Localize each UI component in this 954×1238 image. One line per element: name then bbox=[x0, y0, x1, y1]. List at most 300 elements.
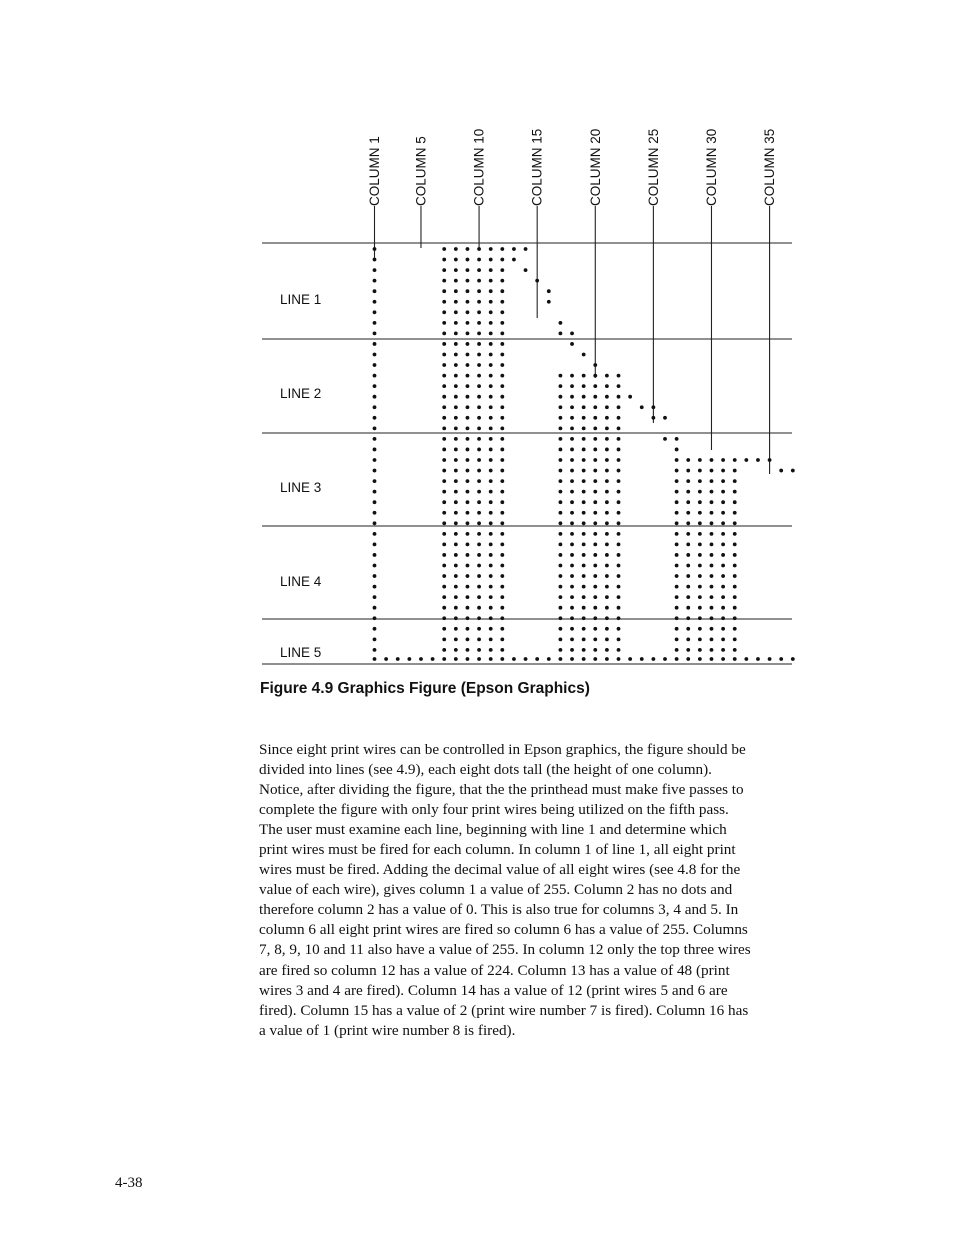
print-dot bbox=[698, 511, 702, 515]
print-dot bbox=[454, 310, 458, 314]
print-dot bbox=[489, 300, 493, 304]
print-dot bbox=[559, 564, 563, 568]
print-dot bbox=[582, 543, 586, 547]
print-dot bbox=[442, 332, 446, 336]
print-dot bbox=[710, 500, 714, 504]
print-dot bbox=[500, 342, 504, 346]
print-dot bbox=[489, 564, 493, 568]
print-dot bbox=[466, 289, 470, 293]
print-dot bbox=[477, 606, 481, 610]
print-dot bbox=[698, 469, 702, 473]
print-dot bbox=[559, 416, 563, 420]
print-dot bbox=[442, 532, 446, 536]
print-dot bbox=[686, 458, 690, 462]
print-dot bbox=[605, 416, 609, 420]
print-dot bbox=[710, 585, 714, 589]
print-dot bbox=[605, 405, 609, 409]
print-dot bbox=[559, 479, 563, 483]
print-dot bbox=[373, 657, 377, 661]
print-dot bbox=[466, 564, 470, 568]
print-dot bbox=[593, 564, 597, 568]
page-number: 4-38 bbox=[115, 1175, 143, 1191]
print-dot bbox=[570, 606, 574, 610]
print-dot bbox=[698, 648, 702, 652]
print-dot bbox=[733, 616, 737, 620]
print-dot bbox=[442, 258, 446, 262]
print-dot bbox=[500, 310, 504, 314]
print-dot bbox=[570, 511, 574, 515]
print-dot bbox=[675, 648, 679, 652]
print-dot bbox=[582, 437, 586, 441]
print-dot bbox=[733, 606, 737, 610]
print-dot bbox=[477, 479, 481, 483]
print-dot bbox=[373, 321, 377, 325]
body-line: column 6 all eight print wires are fired so column 6 has a value of 255. Columns bbox=[259, 921, 748, 939]
print-dot bbox=[477, 384, 481, 388]
print-dot bbox=[535, 657, 539, 661]
print-dot bbox=[733, 521, 737, 525]
print-dot bbox=[593, 416, 597, 420]
print-dot bbox=[756, 657, 760, 661]
print-dot bbox=[547, 289, 551, 293]
print-dot bbox=[617, 479, 621, 483]
column-label: COLUMN 5 bbox=[413, 136, 429, 206]
print-dot bbox=[500, 332, 504, 336]
print-dot bbox=[710, 564, 714, 568]
print-dot bbox=[721, 606, 725, 610]
print-dot bbox=[675, 469, 679, 473]
print-dot bbox=[605, 395, 609, 399]
print-dot bbox=[466, 247, 470, 251]
print-dot bbox=[559, 384, 563, 388]
print-dot bbox=[454, 458, 458, 462]
print-dot bbox=[373, 606, 377, 610]
print-dot bbox=[582, 606, 586, 610]
print-dot bbox=[617, 553, 621, 557]
print-dot bbox=[373, 342, 377, 346]
print-dot bbox=[466, 268, 470, 272]
print-dot bbox=[373, 648, 377, 652]
print-dot bbox=[477, 448, 481, 452]
print-dot bbox=[489, 553, 493, 557]
print-dot bbox=[489, 606, 493, 610]
print-dot bbox=[559, 521, 563, 525]
print-dot bbox=[559, 321, 563, 325]
print-dot bbox=[442, 595, 446, 599]
print-dot bbox=[686, 627, 690, 631]
print-dot bbox=[559, 332, 563, 336]
print-dot bbox=[710, 627, 714, 631]
print-dot bbox=[454, 500, 458, 504]
print-dot bbox=[373, 627, 377, 631]
print-dot bbox=[791, 469, 795, 473]
print-dot bbox=[373, 479, 377, 483]
print-dot bbox=[489, 374, 493, 378]
print-dot bbox=[373, 384, 377, 388]
body-line: Notice, after dividing the figure, that the the printhead must make five passes to bbox=[259, 781, 744, 799]
print-dot bbox=[663, 657, 667, 661]
print-dot bbox=[675, 595, 679, 599]
print-dot bbox=[559, 627, 563, 631]
print-dot bbox=[675, 553, 679, 557]
print-dot bbox=[454, 258, 458, 262]
print-dot bbox=[593, 657, 597, 661]
print-dot bbox=[454, 405, 458, 409]
print-dot bbox=[582, 374, 586, 378]
print-dot bbox=[617, 416, 621, 420]
print-dot bbox=[477, 332, 481, 336]
print-dot bbox=[442, 574, 446, 578]
print-dot bbox=[466, 342, 470, 346]
print-dot bbox=[477, 585, 481, 589]
print-dot bbox=[489, 458, 493, 462]
print-dot bbox=[698, 500, 702, 504]
print-dot bbox=[477, 353, 481, 357]
print-dot bbox=[454, 268, 458, 272]
print-dot bbox=[593, 627, 597, 631]
print-dot bbox=[721, 532, 725, 536]
print-dot bbox=[477, 564, 481, 568]
print-dot bbox=[373, 500, 377, 504]
print-dot bbox=[477, 521, 481, 525]
print-dot bbox=[477, 553, 481, 557]
print-dot bbox=[442, 374, 446, 378]
print-dot bbox=[442, 627, 446, 631]
print-dot bbox=[686, 574, 690, 578]
print-dot bbox=[593, 490, 597, 494]
print-dot bbox=[593, 511, 597, 515]
print-dot bbox=[454, 332, 458, 336]
print-dot bbox=[721, 627, 725, 631]
print-dot bbox=[454, 247, 458, 251]
print-dot bbox=[582, 553, 586, 557]
print-dot bbox=[489, 479, 493, 483]
print-dot bbox=[593, 500, 597, 504]
print-dot bbox=[686, 553, 690, 557]
print-dot bbox=[733, 543, 737, 547]
print-dot bbox=[442, 585, 446, 589]
print-dot bbox=[489, 426, 493, 430]
print-dot bbox=[500, 458, 504, 462]
print-dot bbox=[477, 595, 481, 599]
print-dot bbox=[686, 657, 690, 661]
print-dot bbox=[559, 616, 563, 620]
line-separators bbox=[262, 243, 792, 664]
print-dot bbox=[733, 479, 737, 483]
print-dot bbox=[559, 532, 563, 536]
print-dot bbox=[617, 405, 621, 409]
print-dot bbox=[373, 374, 377, 378]
print-dot bbox=[500, 500, 504, 504]
print-dot bbox=[454, 321, 458, 325]
print-dot bbox=[721, 648, 725, 652]
print-dot bbox=[466, 384, 470, 388]
print-dot bbox=[593, 521, 597, 525]
print-dot bbox=[500, 585, 504, 589]
body-line: wires 3 and 4 are fired). Column 14 has a value of 12 (print wires 5 and 6 are bbox=[259, 981, 728, 999]
print-dot bbox=[582, 469, 586, 473]
body-line: value of each wire), gives column 1 a value of 255. Column 2 has no dots and bbox=[259, 881, 733, 899]
print-dot bbox=[489, 321, 493, 325]
print-dot bbox=[500, 258, 504, 262]
print-dot bbox=[477, 279, 481, 283]
print-dot bbox=[733, 595, 737, 599]
print-dot bbox=[442, 426, 446, 430]
print-dot bbox=[605, 448, 609, 452]
print-dot bbox=[733, 553, 737, 557]
print-dot bbox=[500, 300, 504, 304]
print-dot bbox=[442, 363, 446, 367]
print-dot bbox=[582, 448, 586, 452]
print-dot bbox=[698, 606, 702, 610]
print-dot bbox=[500, 532, 504, 536]
print-dot bbox=[582, 500, 586, 504]
print-dot bbox=[396, 657, 400, 661]
print-dot bbox=[686, 564, 690, 568]
print-dot bbox=[593, 553, 597, 557]
figure-caption: Figure 4.9 Graphics Figure (Epson Graphics) bbox=[260, 680, 590, 697]
print-dot bbox=[698, 543, 702, 547]
print-dot bbox=[477, 258, 481, 262]
print-dot bbox=[500, 479, 504, 483]
print-dot bbox=[593, 585, 597, 589]
print-dot bbox=[605, 490, 609, 494]
print-dot bbox=[373, 553, 377, 557]
print-dot bbox=[686, 490, 690, 494]
print-dot bbox=[617, 657, 621, 661]
print-dot bbox=[593, 606, 597, 610]
print-dot bbox=[617, 384, 621, 388]
print-dot bbox=[733, 637, 737, 641]
print-dot bbox=[605, 469, 609, 473]
print-dot bbox=[733, 564, 737, 568]
print-dot bbox=[466, 648, 470, 652]
print-dot bbox=[617, 585, 621, 589]
print-dot bbox=[559, 543, 563, 547]
print-dot bbox=[489, 342, 493, 346]
print-dot bbox=[605, 648, 609, 652]
print-dot bbox=[582, 490, 586, 494]
print-dot bbox=[698, 458, 702, 462]
print-dot bbox=[477, 543, 481, 547]
print-dot bbox=[779, 469, 783, 473]
print-dot bbox=[466, 353, 470, 357]
print-dot bbox=[454, 289, 458, 293]
print-dot bbox=[710, 657, 714, 661]
print-dot bbox=[454, 479, 458, 483]
print-dot bbox=[477, 490, 481, 494]
print-dot bbox=[570, 585, 574, 589]
body-line: divided into lines (see 4.9), each eight dots tall (the height of one column). bbox=[259, 761, 712, 779]
print-dot bbox=[500, 395, 504, 399]
print-dot bbox=[582, 595, 586, 599]
print-dot bbox=[500, 279, 504, 283]
print-dot bbox=[559, 500, 563, 504]
print-dot bbox=[593, 532, 597, 536]
print-dot bbox=[593, 469, 597, 473]
print-dot bbox=[721, 585, 725, 589]
print-dot bbox=[617, 637, 621, 641]
print-dot bbox=[593, 405, 597, 409]
print-dot bbox=[500, 490, 504, 494]
print-dot bbox=[582, 532, 586, 536]
print-dot bbox=[593, 616, 597, 620]
print-dot bbox=[628, 657, 632, 661]
print-dot bbox=[373, 258, 377, 262]
print-dot bbox=[500, 616, 504, 620]
print-dot bbox=[698, 585, 702, 589]
print-dot bbox=[373, 585, 377, 589]
column-label: COLUMN 15 bbox=[529, 128, 545, 206]
print-dot bbox=[559, 595, 563, 599]
print-dot bbox=[442, 648, 446, 652]
print-dot bbox=[663, 416, 667, 420]
print-dot bbox=[617, 574, 621, 578]
line-label: LINE 5 bbox=[280, 645, 322, 660]
print-dot bbox=[686, 500, 690, 504]
column-labels bbox=[367, 129, 777, 206]
line-label: LINE 1 bbox=[280, 292, 322, 307]
print-dot bbox=[559, 437, 563, 441]
body-line: Since eight print wires can be controlled in Epson graphics, the figure should be bbox=[259, 741, 746, 758]
print-dot bbox=[500, 247, 504, 251]
print-dot bbox=[500, 657, 504, 661]
print-dot bbox=[570, 521, 574, 525]
print-dot bbox=[442, 353, 446, 357]
print-dot bbox=[617, 511, 621, 515]
print-dot bbox=[466, 543, 470, 547]
print-dot bbox=[489, 469, 493, 473]
print-dot bbox=[686, 595, 690, 599]
print-dot bbox=[617, 426, 621, 430]
print-dot bbox=[617, 374, 621, 378]
print-dot bbox=[570, 564, 574, 568]
print-dot bbox=[500, 374, 504, 378]
print-dot bbox=[500, 268, 504, 272]
print-dot bbox=[721, 458, 725, 462]
print-dot bbox=[710, 553, 714, 557]
print-dot bbox=[477, 657, 481, 661]
print-dot bbox=[489, 405, 493, 409]
print-dot bbox=[442, 500, 446, 504]
print-dot bbox=[466, 553, 470, 557]
print-dot bbox=[477, 247, 481, 251]
print-dot bbox=[675, 458, 679, 462]
print-dot bbox=[721, 564, 725, 568]
print-dot bbox=[373, 353, 377, 357]
print-dot bbox=[675, 627, 679, 631]
column-leaders bbox=[375, 206, 770, 474]
print-dot bbox=[605, 574, 609, 578]
print-dot bbox=[582, 585, 586, 589]
print-dot bbox=[373, 289, 377, 293]
print-dot bbox=[593, 543, 597, 547]
print-dot bbox=[489, 353, 493, 357]
print-dot bbox=[710, 469, 714, 473]
print-dot bbox=[489, 448, 493, 452]
print-dot bbox=[373, 448, 377, 452]
print-dot bbox=[686, 469, 690, 473]
print-dot bbox=[466, 310, 470, 314]
print-dot bbox=[686, 543, 690, 547]
print-dot bbox=[605, 543, 609, 547]
print-dot bbox=[593, 458, 597, 462]
print-dot bbox=[466, 469, 470, 473]
print-dot bbox=[442, 490, 446, 494]
print-dot bbox=[466, 395, 470, 399]
print-dot bbox=[489, 657, 493, 661]
print-dot bbox=[570, 500, 574, 504]
print-dot bbox=[686, 606, 690, 610]
print-dot bbox=[675, 574, 679, 578]
line-labels bbox=[280, 292, 322, 660]
print-dot bbox=[582, 564, 586, 568]
print-dot bbox=[512, 258, 516, 262]
print-dot bbox=[373, 543, 377, 547]
print-dot bbox=[570, 374, 574, 378]
print-dot bbox=[582, 395, 586, 399]
print-dot bbox=[454, 363, 458, 367]
print-dot bbox=[675, 448, 679, 452]
print-dot bbox=[454, 595, 458, 599]
print-dot bbox=[605, 384, 609, 388]
print-dot bbox=[466, 637, 470, 641]
print-dot bbox=[466, 657, 470, 661]
print-dot bbox=[675, 437, 679, 441]
print-dot bbox=[442, 657, 446, 661]
print-dot bbox=[559, 426, 563, 430]
print-dot bbox=[605, 500, 609, 504]
print-dot bbox=[570, 616, 574, 620]
print-dot bbox=[373, 247, 377, 251]
print-dot bbox=[442, 395, 446, 399]
print-dot bbox=[559, 606, 563, 610]
print-dot bbox=[570, 574, 574, 578]
print-dot bbox=[489, 574, 493, 578]
print-dot bbox=[419, 657, 423, 661]
print-dot bbox=[710, 543, 714, 547]
print-dot bbox=[489, 332, 493, 336]
print-dot bbox=[582, 521, 586, 525]
column-label: COLUMN 20 bbox=[587, 128, 603, 206]
print-dot bbox=[489, 279, 493, 283]
print-dot bbox=[698, 595, 702, 599]
print-dot bbox=[686, 511, 690, 515]
print-dot bbox=[733, 500, 737, 504]
print-dot bbox=[373, 521, 377, 525]
body-line: fired). Column 15 has a value of 2 (print wire number 7 is fired). Column 16 has bbox=[259, 1001, 749, 1019]
print-dot bbox=[442, 564, 446, 568]
print-dot bbox=[593, 395, 597, 399]
print-dot bbox=[466, 585, 470, 589]
print-dot bbox=[442, 521, 446, 525]
print-dot bbox=[500, 595, 504, 599]
print-dot bbox=[489, 595, 493, 599]
print-dot bbox=[466, 258, 470, 262]
print-dot bbox=[710, 595, 714, 599]
print-dot bbox=[489, 258, 493, 262]
print-dot bbox=[582, 353, 586, 357]
print-dot bbox=[570, 648, 574, 652]
print-dot bbox=[373, 268, 377, 272]
print-dot bbox=[466, 511, 470, 515]
print-dot bbox=[733, 511, 737, 515]
print-dot bbox=[605, 521, 609, 525]
print-dot bbox=[454, 353, 458, 357]
print-dot bbox=[454, 437, 458, 441]
print-dot bbox=[698, 564, 702, 568]
print-dot bbox=[454, 426, 458, 430]
